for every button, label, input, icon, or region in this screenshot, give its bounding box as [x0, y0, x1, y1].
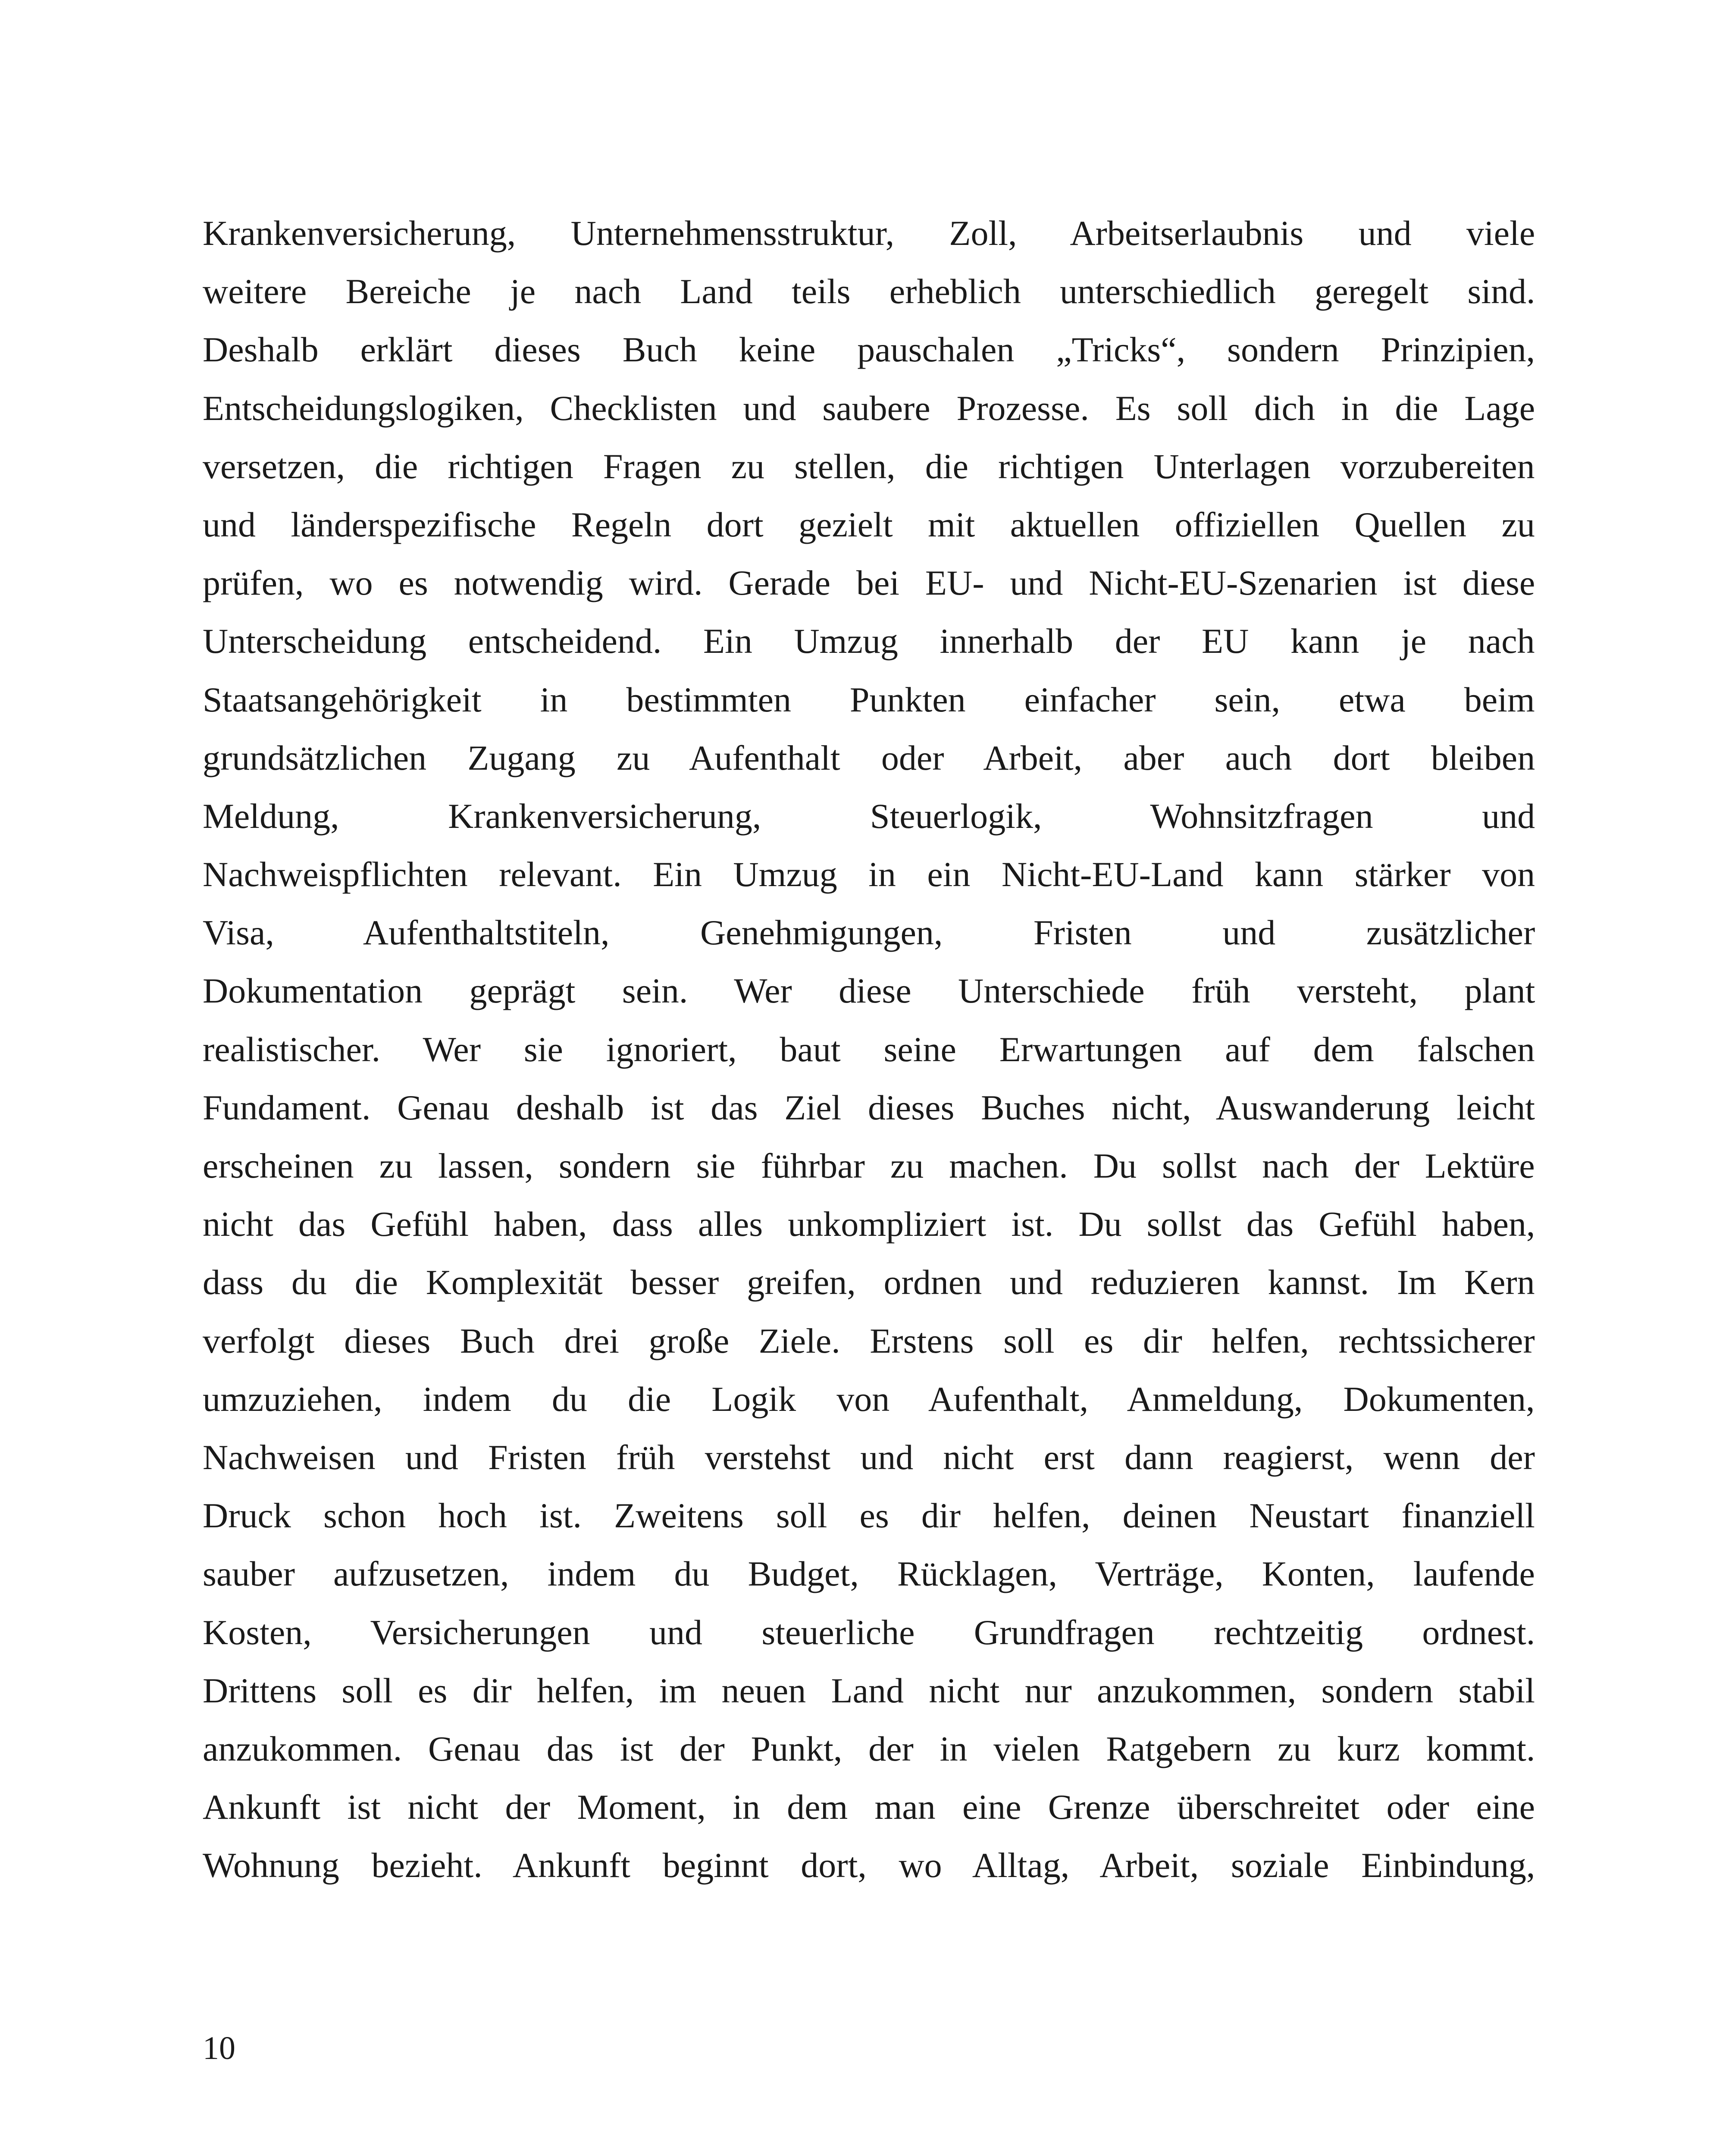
text-line: nicht das Gefühl haben, dass alles unkompliziert ist. Du sollst das Gefühl haben, — [203, 1204, 1535, 1244]
page-number: 10 — [203, 2030, 235, 2066]
text-line: versetzen, die richtigen Fragen zu stellen, die richtigen Unterlagen vorzubereiten — [203, 446, 1535, 486]
text-line: Meldung, Krankenversicherung, Steuerlogik, Wohnsitzfragen und — [203, 796, 1535, 836]
text-line: Nachweispflichten relevant. Ein Umzug in ein Nicht-EU-Land kann stärker von — [203, 855, 1535, 894]
text-line: weitere Bereiche je nach Land teils erheblich unterschiedlich geregelt sind. — [203, 272, 1535, 311]
text-line: Unterscheidung entscheidend. Ein Umzug innerhalb der EU kann je nach — [203, 621, 1535, 661]
text-line: Ankunft ist nicht der Moment, in dem man eine Grenze überschreitet oder eine — [203, 1787, 1535, 1827]
text-line: Drittens soll es dir helfen, im neuen Land nicht nur anzukommen, sondern stabil — [203, 1670, 1535, 1710]
text-line: und länderspezifische Regeln dort gezielt mit aktuellen offiziellen Quellen zu — [203, 505, 1535, 544]
body-text — [203, 204, 1535, 1894]
text-line: Nachweisen und Fristen früh verstehst und nicht erst dann reagierst, wenn der — [203, 1437, 1535, 1477]
text-line: Krankenversicherung, Unternehmensstruktur, Zoll, Arbeitserlaubnis und viele — [203, 213, 1535, 253]
text-line: anzukommen. Genau das ist der Punkt, der in vielen Ratgebern zu kurz kommt. — [203, 1729, 1535, 1768]
text-line: Kosten, Versicherungen und steuerliche Grundfragen rechtzeitig ordnest. — [203, 1612, 1535, 1652]
text-line: realistischer. Wer sie ignoriert, baut seine Erwartungen auf dem falschen — [203, 1029, 1535, 1069]
text-line: prüfen, wo es notwendig wird. Gerade bei EU- und Nicht-EU-Szenarien ist diese — [203, 563, 1535, 603]
text-line: sauber aufzusetzen, indem du Budget, Rücklagen, Verträge, Konten, laufende — [203, 1554, 1535, 1594]
text-line: Dokumentation geprägt sein. Wer diese Unterschiede früh versteht, plant — [203, 971, 1535, 1011]
text-line: erscheinen zu lassen, sondern sie führbar zu machen. Du sollst nach der Lektüre — [203, 1146, 1535, 1185]
text-line: Staatsangehörigkeit in bestimmten Punkten einfacher sein, etwa beim — [203, 680, 1535, 719]
text-line: Entscheidungslogiken, Checklisten und saubere Prozesse. Es soll dich in die Lage — [203, 388, 1535, 428]
text-line: Deshalb erklärt dieses Buch keine pauschalen „Tricks“, sondern Prinzipien, — [203, 330, 1535, 370]
text-line: Visa, Aufenthaltstiteln, Genehmigungen, Fristen und zusätzlicher — [203, 913, 1535, 953]
text-line: Wohnung bezieht. Ankunft beginnt dort, wo Alltag, Arbeit, soziale Einbindung, — [203, 1846, 1535, 1885]
text-line: umzuziehen, indem du die Logik von Aufenthalt, Anmeldung, Dokumenten, — [203, 1379, 1535, 1419]
text-line: dass du die Komplexität besser greifen, ordnen und reduzieren kannst. Im Kern — [203, 1263, 1535, 1302]
text-line: verfolgt dieses Buch drei große Ziele. Erstens soll es dir helfen, rechtssicherer — [203, 1321, 1535, 1360]
text-line: grundsätzlichen Zugang zu Aufenthalt oder Arbeit, aber auch dort bleiben — [203, 738, 1535, 777]
text-line: Fundament. Genau deshalb ist das Ziel dieses Buches nicht, Auswanderung leicht — [203, 1087, 1535, 1127]
text-line: Druck schon hoch ist. Zweitens soll es dir helfen, deinen Neustart finanziell — [203, 1496, 1535, 1536]
